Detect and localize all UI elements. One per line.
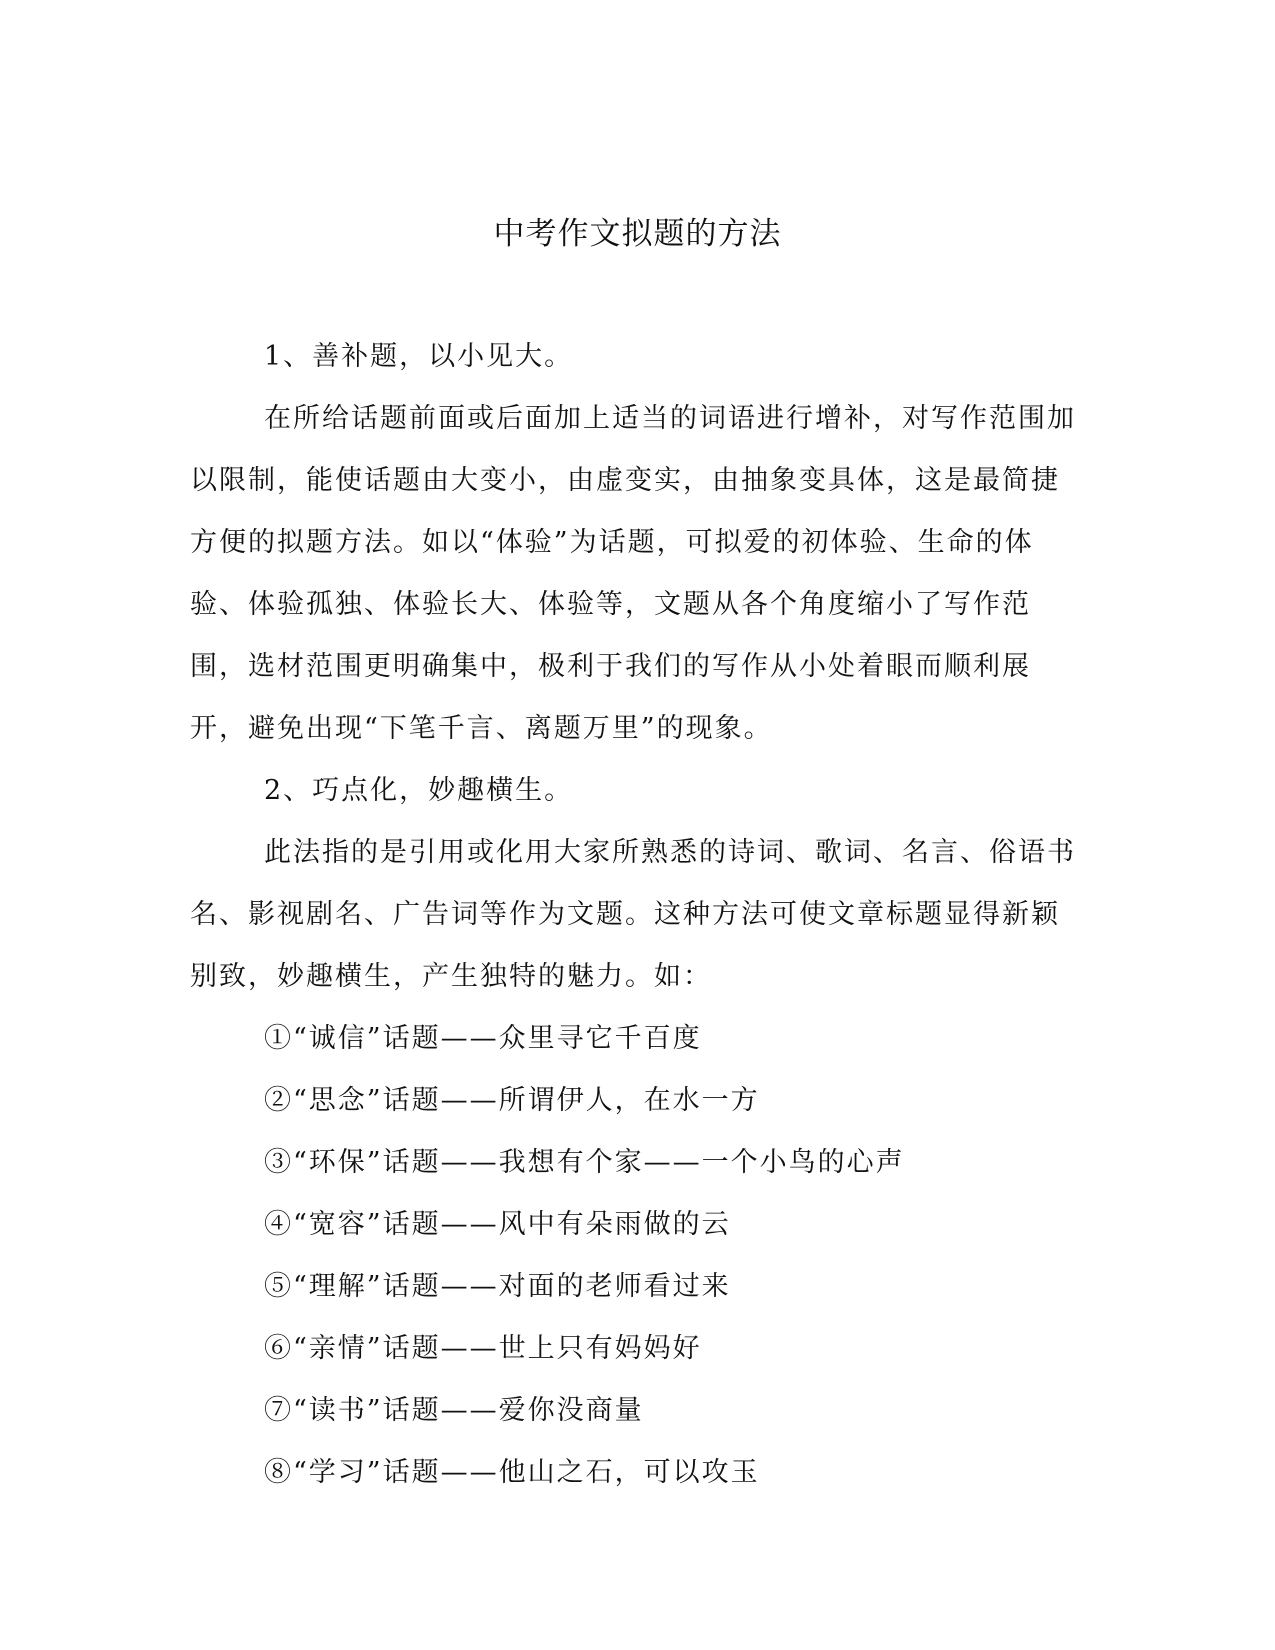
example-item-5: ⑤“理解”话题——对面的老师看过来 [264, 1271, 731, 1302]
paragraph-1: 在所给话题前面或后面加上适当的词语进行增补，对写作范围加以限制，能使话题由大变小，由虚变实，由抽象变具体，这是最简捷方便的拟题方法。如以“体验”为话题，可拟爱的初体验、生命的体验、体验孤独、体验长大、体验等，文题从各个角度缩小了写作范围，选材范围更明确集中，极利于我们的写作从小处着眼而顺利展开，避免出现“下笔千言、离题万里”的现象。 [190, 403, 1076, 744]
example-item-4: ④“宽容”话题——风中有朵雨做的云 [264, 1209, 731, 1240]
section-heading-1: 1、善补题，以小见大。 [264, 341, 574, 372]
document-title: 中考作文拟题的方法 [493, 216, 782, 252]
paragraph-2: 此法指的是引用或化用大家所熟悉的诗词、歌词、名言、俗语书名、影视剧名、广告词等作为文题。这种方法可使文章标题显得新颖别致，妙趣横生，产生独特的魅力。如： [190, 837, 1076, 992]
example-item-1: ①“诚信”话题——众里寻它千百度 [264, 1023, 702, 1054]
example-item-8: ⑧“学习”话题——他山之石，可以攻玉 [264, 1457, 760, 1488]
example-item-2: ②“思念”话题——所谓伊人，在水一方 [264, 1085, 760, 1116]
document-body [190, 326, 1080, 1504]
example-item-6: ⑥“亲情”话题——世上只有妈妈好 [264, 1333, 702, 1364]
example-item-7: ⑦“读书”话题——爱你没商量 [264, 1395, 644, 1426]
section-heading-2: 2、巧点化，妙趣横生。 [264, 775, 574, 806]
example-item-3: ③“环保”话题——我想有个家——一个小鸟的心声 [264, 1147, 905, 1178]
